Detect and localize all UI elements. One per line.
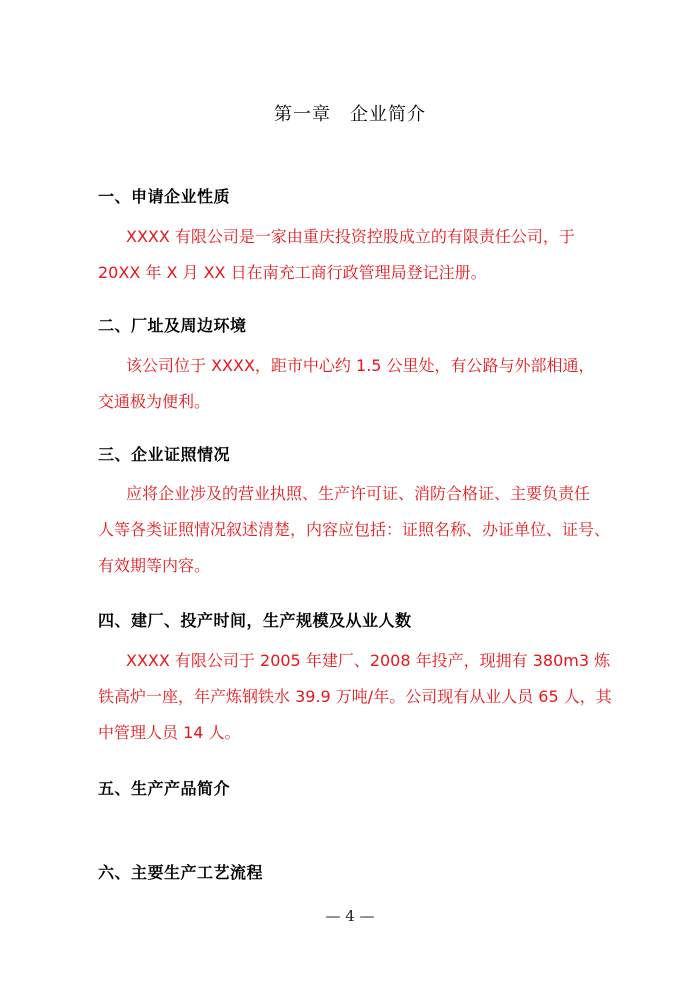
paragraph-line: 20XX 年 X 月 XX 日在南充工商行政管理局登记注册。 [98,263,487,282]
paragraph-line: 中管理人员 14 人。 [98,723,241,742]
section-heading-6: 六、主要生产工艺流程 [98,863,264,882]
chapter-title: 第一章 企业简介 [274,104,426,125]
section-heading-1: 一、申请企业性质 [98,187,231,206]
paragraph-line: 人等各类证照情况叙述清楚，内容应包括：证照名称、办证单位、证号、 [98,520,611,539]
section-paragraph-3 [98,476,611,584]
paragraph-line: 应将企业涉及的营业执照、生产许可证、消防合格证、主要负责任 [126,484,591,503]
section-heading-5: 五、生产产品简介 [98,779,231,798]
section-paragraph-2 [98,348,608,420]
paragraph-line: XXXX 有限公司是一家由重庆投资控股成立的有限责任公司，于 [126,227,575,246]
paragraph-line: 该公司位于 XXXX，距市中心约 1.5 公里处，有公路与外部相通， [126,356,595,375]
section-paragraph-4 [98,643,612,751]
paragraph-line: 有效期等内容。 [98,556,211,575]
page-number: — 4 — [325,907,375,925]
section-paragraph-1 [98,219,608,291]
paragraph-line: 交通极为便利。 [98,392,211,411]
section-heading-4: 四、建厂、投产时间，生产规模及从业人数 [98,611,412,630]
paragraph-line: XXXX 有限公司于 2005 年建厂、2008 年投产，现拥有 380m3 炼 [126,651,611,670]
section-heading-2: 二、厂址及周边环境 [98,316,247,335]
section-heading-3: 三、企业证照情况 [98,445,231,464]
paragraph-line: 铁高炉一座，年产炼钢铁水 39.9 万吨/年。公司现有从业人员 65 人，其 [98,687,612,706]
